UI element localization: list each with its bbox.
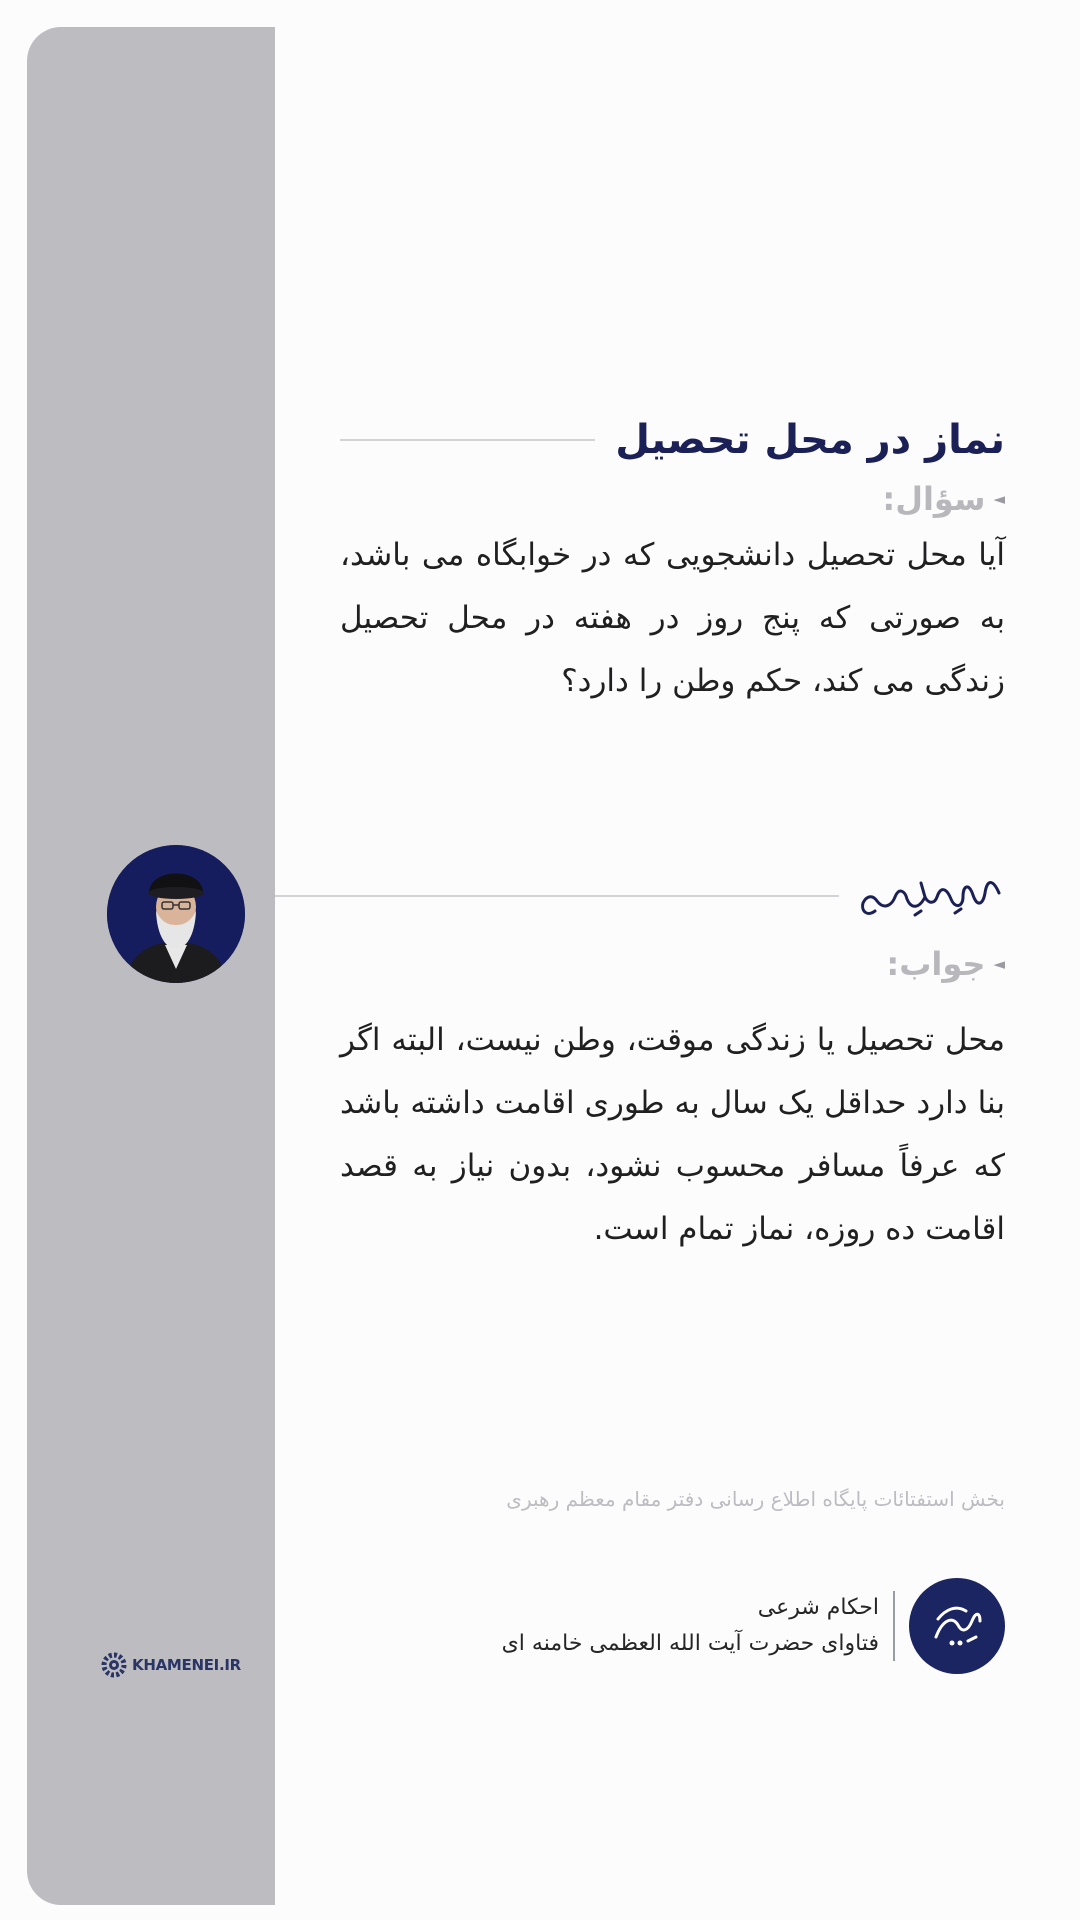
ahkam-logo-icon[interactable]	[909, 1578, 1005, 1674]
divider-line	[275, 895, 839, 897]
bismillah-calligraphy-icon	[855, 871, 1005, 921]
footer-text	[502, 1594, 879, 1658]
side-panel	[27, 27, 275, 1905]
triangle-marker-icon: ◄	[993, 490, 1005, 508]
question-label-text: سؤال:	[882, 480, 986, 518]
source-note: بخش استفتائات پایگاه اطلاع رسانی دفتر مقام معظم رهبری	[506, 1487, 1005, 1511]
answer-text: محل تحصیل یا زندگی موقت، وطن نیست، البته اگر بنا دارد حداقل یک سال به طوری اقامت داشته باشد که عرفاً مسافر محسوب نشود، بدون نیاز به قصد اقامت ده روزه، نماز تمام است.	[340, 1022, 1005, 1247]
title-rule	[340, 439, 595, 441]
gear-logo-icon	[99, 1650, 129, 1680]
answer-label-text: جواب:	[886, 945, 986, 983]
title-row	[340, 407, 1005, 473]
question-text: آیا محل تحصیل دانشجویی که در خوابگاه می باشد، به صورتی که پنج روز در هفته در محل تحصیل زندگی می کند، حکم وطن را دارد؟	[340, 537, 1005, 699]
footer-series: فتاوای حضرت آیت الله العظمی خامنه ای	[501, 1631, 879, 1656]
triangle-marker-icon: ◄	[993, 955, 1005, 973]
footer	[420, 1576, 1005, 1676]
portrait-illustration-icon	[107, 845, 245, 983]
footer-separator	[893, 1591, 895, 1661]
footer-category: احکام شرعی	[757, 1595, 879, 1620]
site-logo-text: KHAMENEI.IR	[132, 1656, 241, 1674]
portrait-avatar	[107, 845, 245, 983]
site-logo[interactable]	[99, 1650, 241, 1680]
question-label	[340, 480, 1005, 518]
divider-row	[275, 866, 1005, 926]
answer-label	[340, 945, 1005, 983]
page-title: نماز در محل تحصیل	[615, 417, 1005, 463]
